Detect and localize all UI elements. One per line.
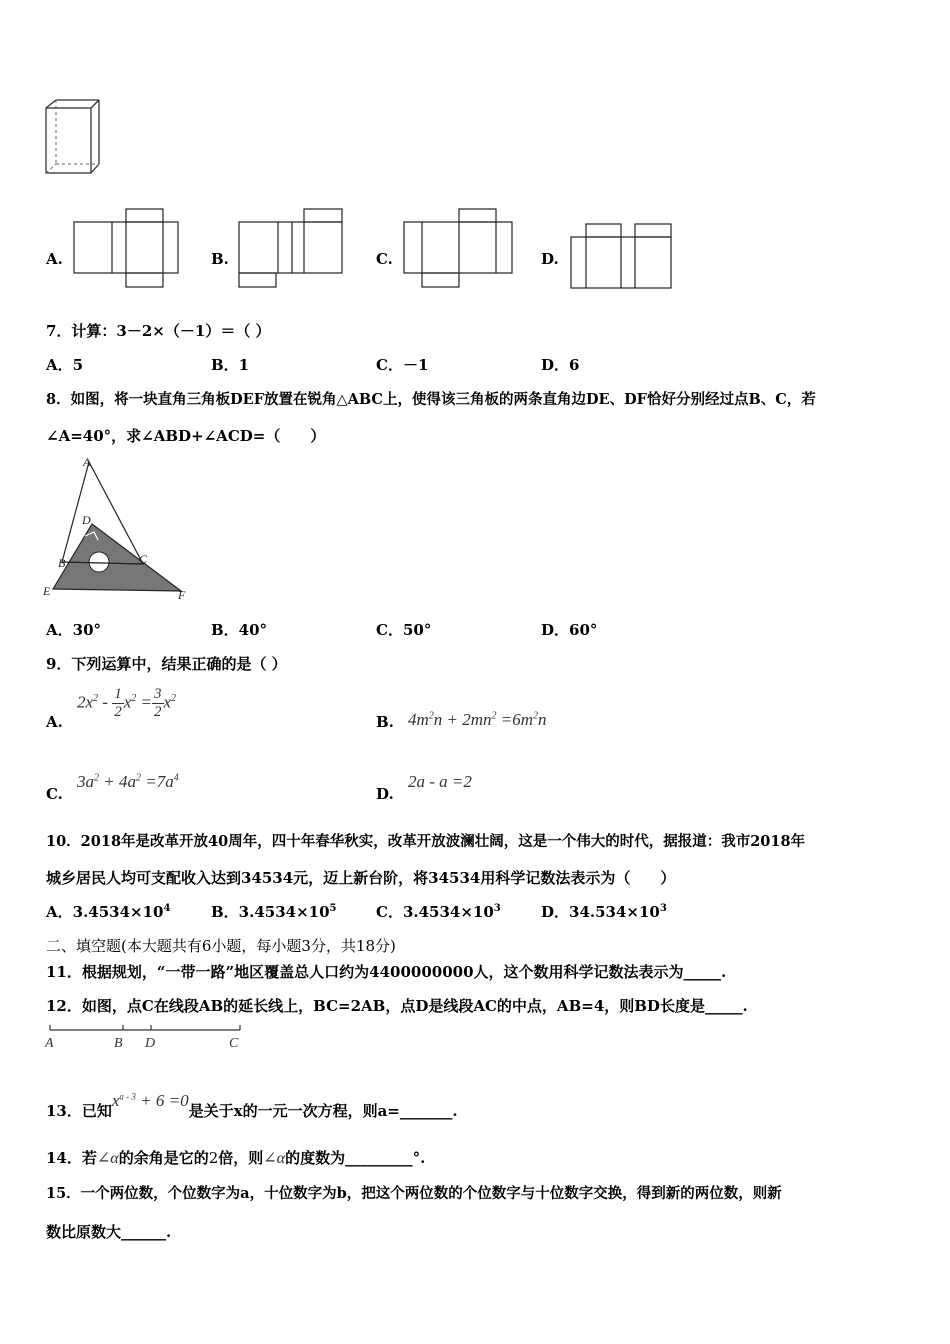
- q12-label-d: D: [145, 1036, 156, 1051]
- q10-option-a[interactable]: A．$3.4534\times 10^4$: [46, 903, 171, 921]
- q8-triangle-figure: [40, 452, 200, 604]
- q6-net-b[interactable]: [237, 207, 347, 289]
- q7-option-c[interactable]: C．－1: [376, 356, 429, 374]
- cuboid-figure: [44, 98, 104, 178]
- q12-label-c: C: [229, 1036, 239, 1051]
- q9-option-a-letter[interactable]: A.: [46, 713, 63, 731]
- q7-option-a[interactable]: A．5: [46, 356, 84, 374]
- q15-stem-line2: 数比原数大______.: [46, 1223, 172, 1241]
- q9-option-b-expr[interactable]: $4m^2n + 2mn^2 =6m^2n$: [408, 710, 547, 729]
- q10-option-c[interactable]: C．$3.4534\times 10^3$: [376, 903, 501, 921]
- q12-label-a: A: [45, 1036, 54, 1051]
- q9-option-d-letter[interactable]: D.: [376, 785, 394, 803]
- q9-option-c-letter[interactable]: C.: [46, 785, 63, 803]
- q9-option-c-expr[interactable]: $3a^2 + 4a^2 =7a^4$: [77, 772, 179, 791]
- q9-option-b-letter[interactable]: B.: [376, 713, 394, 731]
- q6-option-d-letter[interactable]: D.: [541, 250, 559, 268]
- q8-option-c[interactable]: C．50°: [376, 621, 432, 639]
- q6-option-b-letter[interactable]: B.: [211, 250, 229, 268]
- q8-label-b: B: [58, 556, 66, 570]
- q6-net-c[interactable]: [402, 207, 517, 289]
- q9-option-a-expr[interactable]: $2x^2$ - $\frac{1}{2}$ $x^2$ = $\frac{3}{2}$ $x^2$: [77, 686, 177, 720]
- q8-label-f: F: [178, 588, 186, 602]
- q10-option-d[interactable]: D．$34.534\times 10^3$: [541, 903, 667, 921]
- q7-option-d[interactable]: D．6: [541, 356, 580, 374]
- q8-label-d: D: [82, 513, 91, 527]
- q7-option-b[interactable]: B．1: [211, 356, 250, 374]
- q8-option-b[interactable]: B．40°: [211, 621, 268, 639]
- q12-segment-figure: [44, 1020, 249, 1054]
- q8-option-a[interactable]: A．30°: [46, 621, 102, 639]
- q11-stem: 11．根据规划，“一带一路”地区覆盖总人口约为4400000000人，这个数用科学记数法表示为_____.: [46, 963, 727, 981]
- q6-option-a-letter[interactable]: A.: [46, 250, 63, 268]
- q12-label-b: B: [114, 1036, 123, 1051]
- q9-stem: 9．下列运算中，结果正确的是（ ）: [46, 655, 287, 673]
- q8-option-d[interactable]: D．60°: [541, 621, 598, 639]
- q6-option-c-letter[interactable]: C.: [376, 250, 393, 268]
- q12-stem: 12．如图，点C在线段AB的延长线上，BC=2AB，点D是线段AC的中点，AB=4，则BD长度是_____.: [46, 997, 748, 1015]
- q14-stem: 14．若∠α的余角是它的2倍，则∠α的度数为_________°.: [46, 1149, 426, 1167]
- q10-option-b[interactable]: B．$3.4534\times 10^5$: [211, 903, 337, 921]
- q8-stem-line2: ∠A=40°，求∠ABD+∠ACD=（ ）: [46, 427, 326, 445]
- q13-stem: 13．已知$x^{a - 3} + 6 =0$是关于x的一元一次方程，则a=_______.: [46, 1091, 458, 1120]
- q8-label-e: E: [43, 584, 51, 598]
- q6-net-a[interactable]: [72, 207, 182, 289]
- q7-stem: 7．计算：3－2×（－1）＝（ ）: [46, 322, 271, 340]
- q9-option-d-expr[interactable]: 2a - a =2: [408, 772, 472, 791]
- q10-stem-line1: 10．2018年是改革开放40周年，四十年春华秋实，改革开放波澜壮阔，这是一个伟大的时代，据报道：我市2018年: [46, 833, 806, 850]
- q8-label-c: C: [139, 552, 148, 566]
- q15-stem-line1: 15．一个两位数，个位数字为a，十位数字为b，把这个两位数的个位数字与十位数字交换，得到新的两位数，则新: [46, 1185, 782, 1202]
- section-2-heading: 二、填空题(本大题共有6小题，每小题3分，共18分): [46, 937, 396, 955]
- q8-label-a: A: [83, 455, 91, 469]
- q6-net-d[interactable]: [569, 222, 675, 292]
- q10-stem-line2: 城乡居民人均可支配收入达到34534元，迈上新台阶，将34534用科学记数法表示为（ ）: [46, 869, 676, 887]
- q8-stem-line1: 8．如图，将一块直角三角板DEF放置在锐角△ABC上，使得该三角板的两条直角边DE、DF恰好分别经过点B、C，若: [46, 391, 816, 408]
